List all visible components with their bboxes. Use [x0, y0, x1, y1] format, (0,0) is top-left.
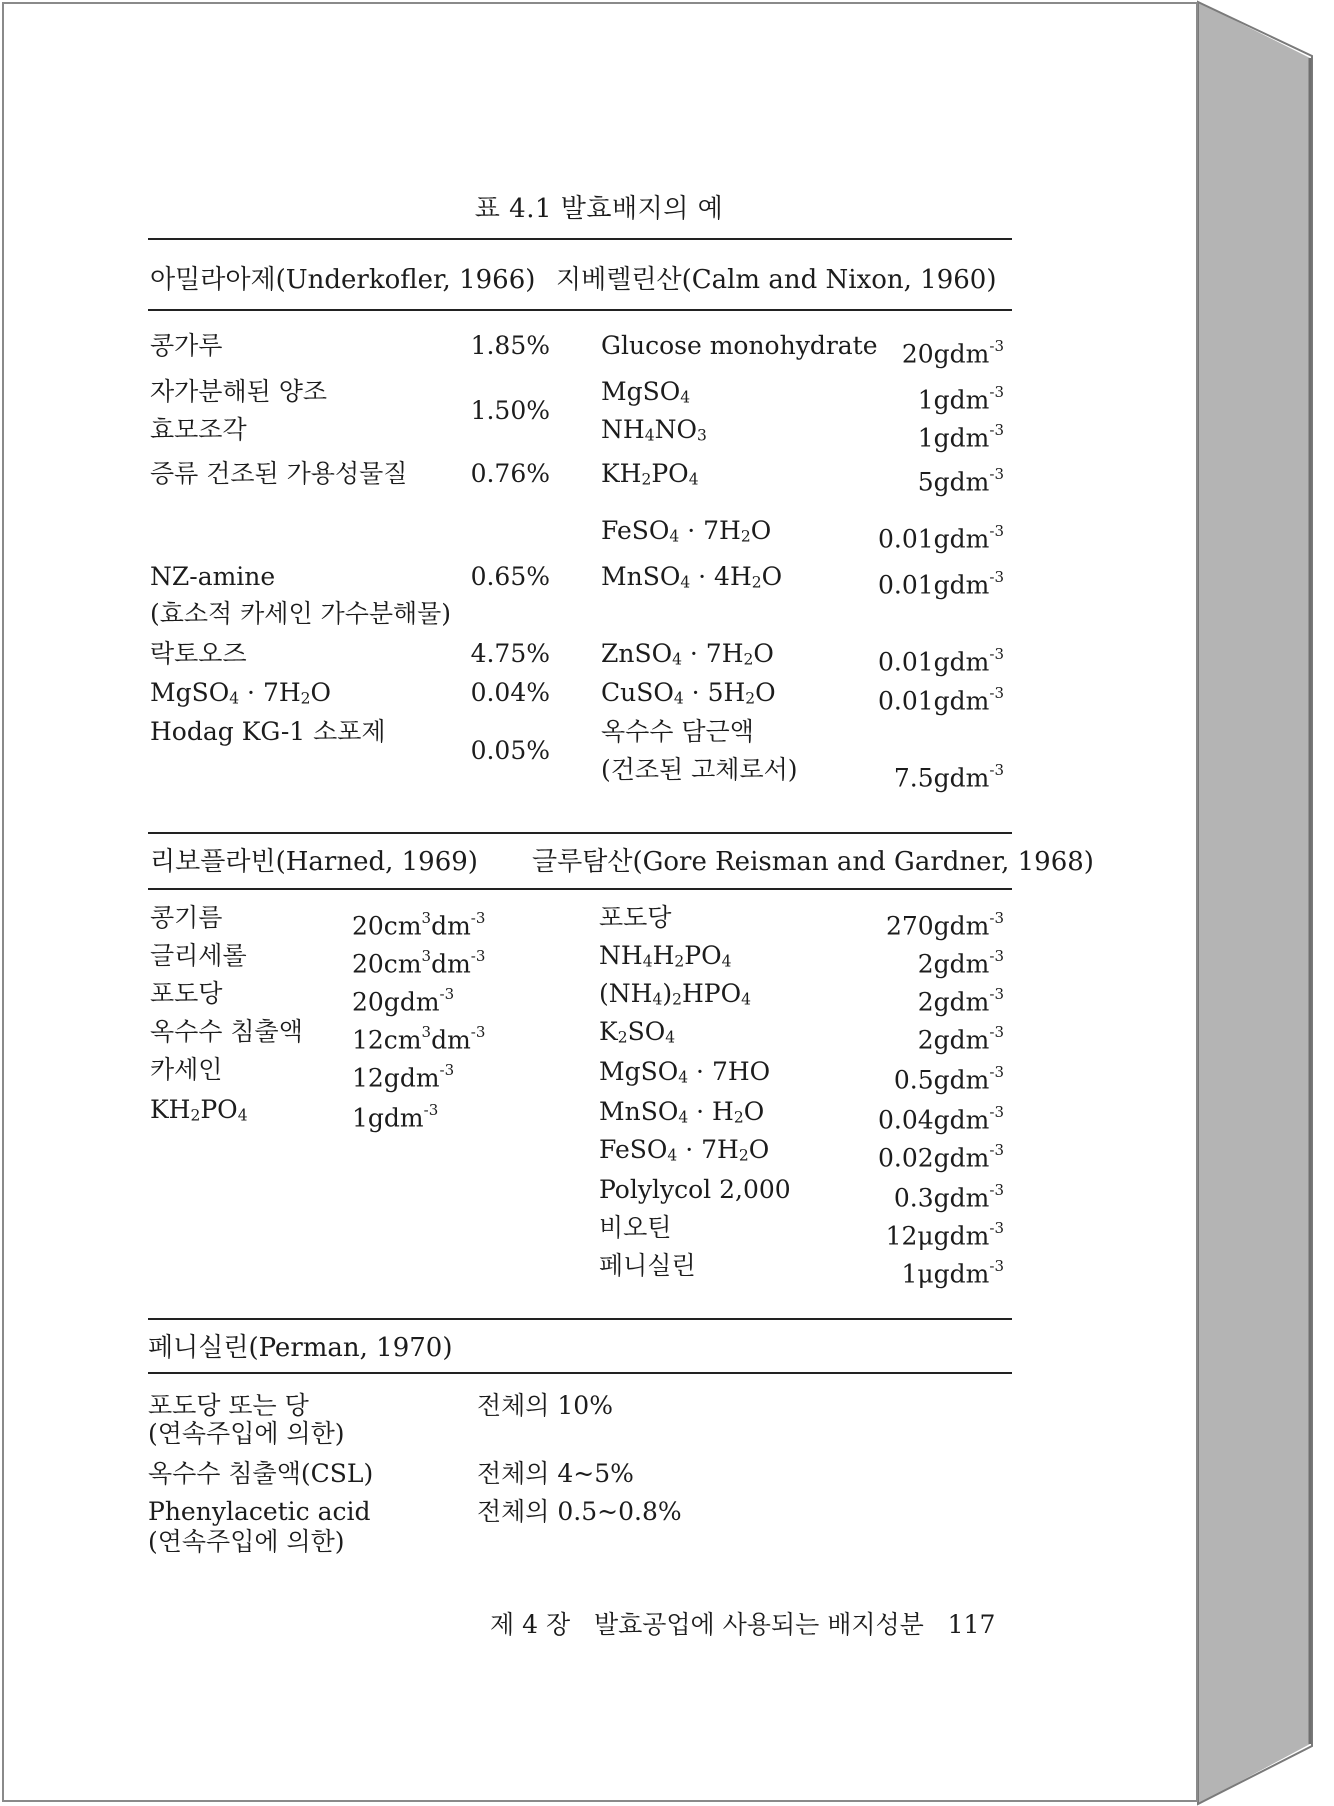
gibberellic-row-name: $NH_4NO_3$ [601, 415, 707, 445]
gibberellic-row-name: 옥수수 담근액 [601, 717, 754, 746]
riboflavin-row-name: 옥수수 침출액 [150, 1017, 303, 1046]
riboflavin-header: 리보플라빈(Harned, 1969) [150, 847, 478, 877]
gibberellic-row-value: 1gdm$^{-3}$ [917, 421, 1004, 453]
amylase-row-name: 증류 건조된 가용성물질 [150, 459, 408, 488]
penicillin-row-name: Phenylacetic acid [148, 1497, 371, 1526]
glutamic-row-value: 0.5gdm$^{-3}$ [893, 1063, 1004, 1095]
gibberellic-row-value: 0.01gdm$^{-3}$ [877, 645, 1004, 677]
page-border-bottom [2, 1800, 1198, 1802]
glutamic-row-value: 2gdm$^{-3}$ [917, 985, 1004, 1017]
glutamic-row-value: 0.02gdm$^{-3}$ [877, 1141, 1004, 1173]
glutamic-header: 글루탐산(Gore Reisman and Gardner, 1968) [532, 847, 1094, 877]
rule-header-1 [148, 309, 1012, 311]
riboflavin-row-value: 20gdm$^{-3}$ [352, 985, 455, 1017]
table-title: 표 4.1 발효배지의 예 [474, 194, 724, 224]
riboflavin-row-name: $KH_2PO_4$ [150, 1095, 248, 1125]
page-border-left [2, 2, 4, 1802]
gibberellic-row-name: MgSO$_4$ [601, 377, 691, 407]
gibberellic-row-value: 0.01gdm$^{-3}$ [877, 684, 1004, 716]
glutamic-row-value: 1μgdm$^{-3}$ [901, 1257, 1004, 1289]
rule-section-3 [148, 1318, 1012, 1320]
glutamic-row-value: 2gdm$^{-3}$ [917, 947, 1004, 979]
gibberellic-row-name: CuSO$_4$ · $5H_2O$ [601, 678, 776, 708]
glutamic-row-value: 0.3gdm$^{-3}$ [893, 1181, 1004, 1213]
gibberellic-row-name: ZnSO$_4$ · $7H_2O$ [601, 639, 774, 669]
amylase-row-value: 1.50% [470, 396, 550, 425]
gibberellic-row-value: 5gdm$^{-3}$ [917, 465, 1004, 497]
riboflavin-row-name: 글리세롤 [150, 941, 247, 970]
footer-chapter: 제 4 장 [490, 1610, 571, 1639]
glutamic-row-name: $NH_4H_2PO_4$ [599, 941, 732, 971]
gibberellic-row-name: FeSO$_4$ · $7H_2O$ [601, 516, 772, 546]
amylase-row-name: 자가분해된 양조 [150, 377, 327, 406]
glutamic-row-value: 270gdm$^{-3}$ [885, 909, 1004, 941]
glutamic-row-name: 비오틴 [599, 1213, 672, 1242]
penicillin-row-name: 옥수수 침출액(CSL) [148, 1459, 374, 1488]
amylase-row-name: NZ-amine [150, 562, 276, 591]
penicillin-header: 페니실린(Perman, 1970) [148, 1333, 453, 1363]
glutamic-row-value: 12μgdm$^{-3}$ [885, 1219, 1004, 1251]
penicillin-row-value: 전체의 10% [477, 1391, 613, 1420]
glutamic-row-name: MnSO$_4$ · $H_2O$ [599, 1097, 765, 1127]
gibberellic-row-name: Glucose monohydrate [601, 331, 878, 360]
page-border-right [1196, 2, 1198, 1802]
gibberellic-header: 지베렐린산(Calm and Nixon, 1960) [556, 265, 997, 295]
riboflavin-row-name: 포도당 [150, 979, 223, 1008]
glutamic-row-value: 0.04gdm$^{-3}$ [877, 1103, 1004, 1135]
glutamic-row-name: Polylycol 2,000 [599, 1175, 791, 1204]
amylase-row-name-cont: 효모조각 [150, 415, 247, 444]
amylase-row-value: 0.04% [470, 678, 550, 707]
riboflavin-row-value: 12gdm$^{-3}$ [352, 1061, 455, 1093]
gibberellic-row-value: 20gdm$^{-3}$ [901, 337, 1004, 369]
penicillin-row-value: 전체의 0.5~0.8% [477, 1497, 682, 1526]
amylase-row-value: 4.75% [470, 639, 550, 668]
amylase-row-name: 락토오즈 [150, 639, 247, 668]
page-number: 117 [947, 1610, 996, 1639]
riboflavin-row-value: $12cm^3dm^{-3}$ [352, 1023, 486, 1055]
rule-header-3 [148, 1372, 1012, 1374]
glutamic-row-value: 2gdm$^{-3}$ [917, 1023, 1004, 1055]
gibberellic-row-name: MnSO$_4$ · $4H_2O$ [601, 562, 783, 592]
gibberellic-row-name: $KH_2PO_4$ [601, 459, 699, 489]
gibberellic-row-value: 0.01gdm$^{-3}$ [877, 568, 1004, 600]
amylase-row-name: 콩가루 [150, 331, 223, 360]
riboflavin-row-name: 카세인 [150, 1055, 223, 1084]
rule-top [148, 238, 1012, 240]
rule-header-2 [148, 888, 1012, 890]
amylase-row-value: 1.85% [470, 331, 550, 360]
glutamic-row-name: 포도당 [599, 903, 672, 932]
penicillin-row-value: 전체의 4~5% [477, 1459, 634, 1488]
glutamic-row-name: $K_2SO_4$ [599, 1017, 676, 1047]
gibberellic-row-value: 1gdm$^{-3}$ [917, 383, 1004, 415]
gibberellic-row-value: 7.5gdm$^{-3}$ [893, 761, 1004, 793]
gibberellic-row-name-cont: (건조된 고체로서) [601, 755, 798, 784]
amylase-row-value: 0.76% [470, 459, 550, 488]
riboflavin-row-value: 1gdm$^{-3}$ [352, 1101, 439, 1133]
riboflavin-row-value: $20cm^3dm^{-3}$ [352, 909, 486, 941]
riboflavin-row-value: $20cm^3dm^{-3}$ [352, 947, 486, 979]
glutamic-row-name: $(NH_4)_2HPO_4$ [599, 979, 751, 1009]
amylase-row-name-cont: (효소적 카세인 가수분해물) [150, 599, 452, 628]
amylase-row-name: MgSO$_4$ · $7H_2O$ [150, 678, 332, 708]
amylase-header: 아밀라아제(Underkofler, 1966) [150, 265, 536, 295]
footer-chapter-title: 발효공업에 사용되는 배지성분 [593, 1610, 924, 1639]
amylase-row-value: 0.05% [470, 736, 550, 765]
penicillin-row-name: 포도당 또는 당 [148, 1391, 309, 1420]
gibberellic-row-value: 0.01gdm$^{-3}$ [877, 522, 1004, 554]
amylase-row-value: 0.65% [470, 562, 550, 591]
riboflavin-row-name: 콩기름 [150, 903, 223, 932]
glutamic-row-name: FeSO$_4$ · $7H_2O$ [599, 1135, 770, 1165]
amylase-row-name: Hodag KG-1 소포제 [150, 717, 386, 746]
glutamic-row-name: MgSO$_4$ · 7HO [599, 1057, 771, 1087]
page-footer [490, 1605, 995, 1641]
penicillin-row-name-cont: (연속주입에 의한) [148, 1527, 345, 1556]
rule-section-2 [148, 832, 1012, 834]
penicillin-row-name-cont: (연속주입에 의한) [148, 1419, 345, 1448]
page-border-top [4, 2, 1196, 4]
glutamic-row-name: 페니실린 [599, 1251, 696, 1280]
